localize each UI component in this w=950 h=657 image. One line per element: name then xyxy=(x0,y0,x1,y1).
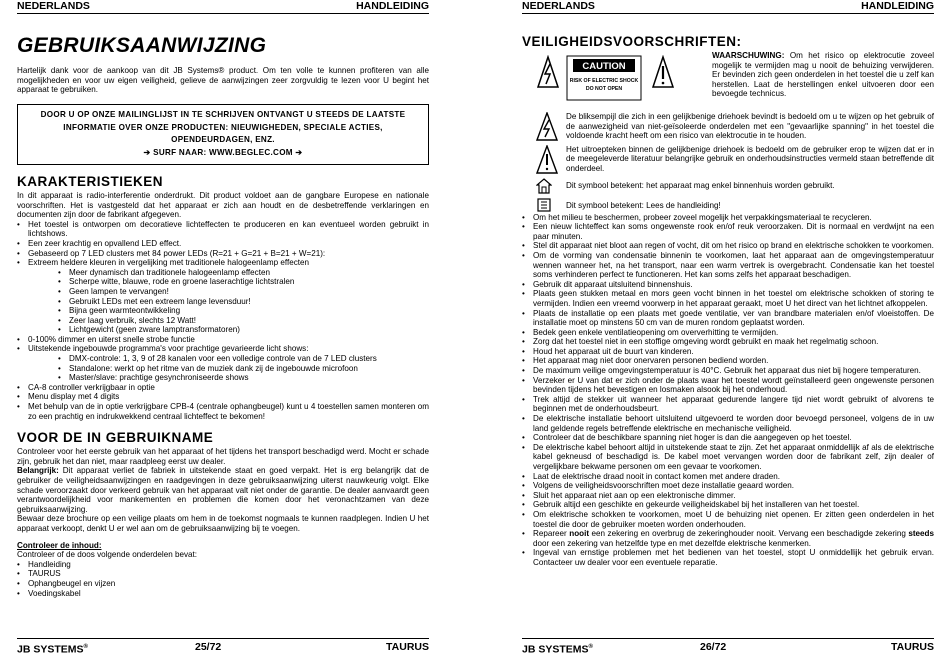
fuse-emphasis-always: steeds xyxy=(908,529,934,539)
section-heading-before-use: VOOR DE IN GEBRUIKNAME xyxy=(17,430,214,446)
manual-text: Dit symbool betekent: Lees de handleiding! xyxy=(566,200,721,210)
list-item: • Bedek geen enkele ventilatieopening om oververhitting te vermijden. xyxy=(522,328,934,338)
list-item: • Het toestel is ontworpen om decoratieve lichteffecten te produceren en kan eventueel worden gebruikt in lichtshows. xyxy=(17,220,429,239)
page-header xyxy=(17,0,429,14)
list-item: • Voedingskabel xyxy=(17,589,429,599)
features-list xyxy=(17,220,429,268)
list-item: • Gebruik dit apparaat uitsluitend binnenshuis. xyxy=(522,280,934,290)
mailing-list-box xyxy=(17,104,429,165)
list-item: • CA-8 controller verkrijgbaar in optie xyxy=(17,383,429,393)
registered-mark: ® xyxy=(83,644,88,650)
list-item: • Master/slave: prachtige gesynchroniseerde shows xyxy=(17,373,429,383)
features-sublist xyxy=(17,354,429,383)
page-footer xyxy=(522,638,934,656)
caution-graphic xyxy=(536,55,676,105)
lightning-explanation xyxy=(522,112,934,141)
list-item: • Verzeker er U van dat er zich onder de plaats waar het toestel wordt geïnstalleerd geen ongewenste personen bevinden tijdens het bevestigen en losmaken alsook bij het onderhoud. xyxy=(522,376,934,395)
list-item: • Gebruikt LEDs met een extreem lange levensduur! xyxy=(17,297,429,307)
list-item: • Volgens de veiligheidsvoorschriften moet deze installatie geaard worden. xyxy=(522,481,934,491)
list-item: • Controleer dat de beschikbare spanning niet hoger is dan die aangegeven op het toestel. xyxy=(522,433,934,443)
important-paragraph xyxy=(17,466,429,514)
house-icon xyxy=(536,178,552,197)
list-item: • Geen lampen te vervangen! xyxy=(17,287,429,297)
section-heading-features: KARAKTERISTIEKEN xyxy=(17,173,164,189)
warning-triangle-icon xyxy=(538,57,558,87)
page-footer xyxy=(17,638,429,656)
list-item: • Een nieuw lichteffect kan soms ongewenste rook en/of reuk veroorzaken. Dit is normaal en verdwijnt na een paar minuten. xyxy=(522,222,934,241)
contents-list xyxy=(17,560,429,598)
features-sublist xyxy=(17,268,429,335)
header-doc-type: HANDLEIDING xyxy=(356,0,429,12)
list-item: • Gebaseerd op 7 LED clusters met 84 power LEDs (R=21 + G=21 + B=21 + W=21): xyxy=(17,249,429,259)
list-item: • De elektrische installatie behoort uitsluitend uitgevoerd te worden door bevoegd personeel, volgens de in uw land geldende regels betreffende elektrische en mechanische veiligheid. xyxy=(522,414,934,433)
features-intro: In dit apparaat is radio-interferentie onderdrukt. Dit product voldoet aan de gangbare Europese en nationale voorschriften. Het is vastgesteld dat het apparaat er zich aan houdt en de desbetreffende verklaringen en documenten zijn door de fabrikant afgegeven. xyxy=(17,190,429,220)
safety-rules-list xyxy=(522,213,934,568)
list-item: • Gebruik altijd een geschikte en gekeurde veiligheidskabel bij het installeren van het toestel. xyxy=(522,500,934,510)
list-item: • Trek altijd de stekker uit wanneer het apparaat gedurende langere tijd niet wordt gebruikt of alvorens te beginnen met de onderhoudsbeurt. xyxy=(522,395,934,414)
manual-symbol-row xyxy=(522,198,934,213)
list-item: • Lichtgewicht (geen zware lamptransformatoren) xyxy=(17,325,429,335)
footer-brand xyxy=(522,640,593,657)
header-language: NEDERLANDS xyxy=(522,0,595,12)
brand-name: JB SYSTEMS xyxy=(522,643,589,656)
page-header xyxy=(522,0,934,14)
list-item: • Plaats geen stukken metaal en mors geen vocht binnen in het toestel om elektrische schokken of storing te vermijden. Indien een vreemd voorwerp in het apparaat geraakt, moet U het direct van het lichtnet afkoppelen. xyxy=(522,289,934,308)
list-item: • Ingeval van ernstige problemen met het bedienen van het toestel, stopt U onmiddellijk het gebruik ervan. Contacteer uw dealer voor een eventuele reparatie. xyxy=(522,548,934,567)
list-item: • DMX-controle: 1, 3, 9 of 28 kanalen voor een volledige controle van de 7 LED clusters xyxy=(17,354,429,364)
list-item: • Laat de elektrische draad nooit in contact komen met andere draden. xyxy=(522,472,934,482)
list-item: • Sluit het apparaat niet aan op een elektronische dimmer. xyxy=(522,491,934,501)
lightning-bolt-icon xyxy=(545,64,550,84)
footer-brand xyxy=(17,640,88,657)
footer-model: TAURUS xyxy=(386,641,429,653)
list-item: • Bijna geen warmteontwikkeling xyxy=(17,306,429,316)
exclamation-text: Het uitroepteken binnen de gelijkbenige driehoek is bedoeld om de gebruiker erop te wijzen dat er in de meegeleverde literatuur belangrijke gebruik en onderhoudsinstructies vermeld staan betreffende dit onderdeel. xyxy=(566,144,934,173)
list-item: • 0-100% dimmer en uiterst snelle strobe functie xyxy=(17,335,429,345)
registered-mark: ® xyxy=(588,644,593,650)
page-right xyxy=(522,0,934,654)
list-item: • Om de vorming van condensatie binnenin te voorkomen, laat het apparaat aan de omgevingstemperatuur wennen wanneer het, na het transport, naar een warm vertrek is overgebracht. Condensatie kan het toestel soms verhinderen perfect te functioneren. Het kan soms zelfs het apparaat beschadigen. xyxy=(522,251,934,280)
lightning-triangle-icon xyxy=(536,112,558,145)
list-item: • Het apparaat mag niet door onervaren personen bediend worden. xyxy=(522,356,934,366)
list-item: • Zorg dat het toestel niet in een stoffige omgeving wordt gebruikt en maak het regelmatig schoon. xyxy=(522,337,934,347)
list-item: • Om het milieu te beschermen, probeer zoveel mogelijk het verpakkingsmateriaal te recycleren. xyxy=(522,213,934,223)
lightning-text: De bliksempijl die zich in een gelijkbenige driehoek bevindt is bedoeld om u te wijzen op het gebruik of de aanwezigheid van niet-geïsoleerde onderdelen met een "gevaarlijke spanning" in het toestel die voldoende kracht heeft om een risico van elektrocutie in te houden. xyxy=(566,112,934,141)
list-item: • Stel dit apparaat niet bloot aan regen of vocht, dit om het risico op brand en elektrische schokken te voorkomen. xyxy=(522,241,934,251)
intro-paragraph: Hartelijk dank voor de aankoop van dit JB Systems® product. Om ten volle te kunnen profiteren van alle mogelijkheden en voor uw eigen veiligheid, gelieve de aanwijzingen zeer zorgvuldig te lezen voor U begint het apparaat te gebruiken. xyxy=(17,66,429,95)
list-item: • De elektrische kabel behoort altijd in uitstekende staat te zijn. Zet het apparaat onmiddellijk af als de elektrische kabel gekneusd of beschadigd is. De kabel moet vervangen worden door de fabrikant zelf, zijn dealer of vergelijkbare bekwame personen om een gevaar te voorkomen. xyxy=(522,443,934,472)
list-item: • Standalone: werkt op het ritme van de muziek dank zij de ingebouwde microfoon xyxy=(17,364,429,374)
warning-block xyxy=(522,51,934,108)
page-number: 25/72 xyxy=(195,641,222,653)
caution-title: CAUTION xyxy=(582,61,626,72)
page-left xyxy=(17,0,429,654)
list-item: • Scherpe witte, blauwe, rode en groene laserachtige lichtstralen xyxy=(17,277,429,287)
warning-label: WAARSCHUWING: xyxy=(712,51,785,60)
list-item: • Een zeer krachtig en opvallend LED effect. xyxy=(17,239,429,249)
mailing-list-text: DOOR U OP ONZE MAILINGLIJST IN TE SCHRIJVEN ONTVANGT U STEEDS DE LAATSTE INFORMATIE OVER ONZE PRODUCTEN: NIEUWIGHEDEN, SPECIALE ACTIES, OPENDEURDAGEN, ENZ. xyxy=(40,109,406,145)
important-label: Belangrijk: xyxy=(17,466,59,476)
page-content xyxy=(17,14,429,598)
caution-label-graphic xyxy=(536,55,676,105)
caution-line-2: DO NOT OPEN xyxy=(585,86,623,92)
list-item: • Met behulp van de in optie verkrijgbare CPB-4 (centrale ophangbeugel) kunt u 4 toestellen samen monteren om zo een prachtig en indrukwekkend centraal lichteffect te bekomen! xyxy=(17,402,429,421)
list-item: • Houd het apparaat uit de buurt van kinderen. xyxy=(522,347,934,357)
exclamation-triangle-icon xyxy=(536,145,558,178)
fuse-emphasis-never: nooit xyxy=(569,529,590,539)
list-item xyxy=(522,529,934,548)
list-item: • Extreem heldere kleuren in vergelijking met traditionele halogeenlamp effecten xyxy=(17,258,429,268)
features-list xyxy=(17,383,429,421)
list-item: • Meer dynamisch dan traditionele halogeenlamp effecten xyxy=(17,268,429,278)
page-content xyxy=(522,14,934,568)
fuse-text-2: een zekering en overbrug de zekeringhouder nooit. Vervang een beschadigde zekering xyxy=(589,529,909,539)
list-item: • Menu display met 4 digits xyxy=(17,392,429,402)
warning-text xyxy=(712,51,934,99)
features-list xyxy=(17,335,429,354)
fuse-text-1: Repareer xyxy=(533,529,570,539)
website-link[interactable]: ➔ SURF NAAR: WWW.BEGLEC.COM ➔ xyxy=(143,148,303,158)
contents-heading: Controleer de inhoud: xyxy=(17,540,102,550)
indoor-text: Dit symbool betekent: het apparaat mag enkel binnenhuis worden gebruikt. xyxy=(566,180,835,190)
list-item: • Plaats de installatie op een plaats met goede ventilatie, ver van brandbare materialen en/of vloeistoffen. De installatie moet op minstens 50 cm van de muren rondom geplaatst worden. xyxy=(522,309,934,328)
list-item: • TAURUS xyxy=(17,569,429,579)
list-item: • Om elektrische schokken te voorkomen, moet U de behuizing niet openen. Er zitten geen onderdelen in het toestel die door de gebruiker moeten worden onderhouden. xyxy=(522,510,934,529)
fuse-text-3: door een zekering van hetzelfde type en met dezelfde elektrische kenmerken. xyxy=(533,538,812,548)
keep-manual-paragraph: Bewaar deze brochure op een veilige plaats om hem in de toekomst nogmaals te kunnen raadplegen. Indien U het apparaat verkoopt, denkt U er wel aan om de gebruiksaanwijzing bij te voegen. xyxy=(17,514,429,533)
list-item: • Zeer laag verbruik, slechts 12 Watt! xyxy=(17,316,429,326)
footer-model: TAURUS xyxy=(891,641,934,653)
exclamation-explanation xyxy=(522,145,934,174)
list-item: • De maximum veilige omgevingstemperatuur is 40°C. Gebruik het apparaat dus niet bij hogere temperaturen. xyxy=(522,366,934,376)
important-text: Dit apparaat verliet de fabriek in uitstekende staat en goed verpakt. Het is erg belangrijk dat de gebruiker de veiligheidsaanwijzingen en raadgevingen in deze gebruiksaanwijzing uiterst nauwkeurig volgt. Elke schade veroorzaakt door verkeerd gebruik van het apparaat valt niet onder de garantie. De dealer aanvaardt geen verantwoordelijkheid voor mankementen en problemen die komen door het veronachtzamen van deze gebruiksaanwijzing. xyxy=(17,466,429,514)
warning-body: Om het risico op elektrocutie zoveel mogelijk te vermijden mag u nooit de behuizing verwijderen. Er bevinden zich geen onderdelen in het toestel die u zelf kan herstellen. Laat de herstellingen enkel uitvoeren door een bevoegde technicus. xyxy=(712,51,934,99)
header-doc-type: HANDLEIDING xyxy=(861,0,934,12)
caution-line-1: RISK OF ELECTRIC SHOCK xyxy=(569,78,639,84)
contents-intro: Controleer of de doos volgende onderdelen bevat: xyxy=(17,550,197,560)
list-item: • Handleiding xyxy=(17,560,429,570)
before-use-paragraph: Controleer voor het eerste gebruik van het apparaat of het tijdens het transport beschadigd werd. Mocht er schade zijn, gebruik het dan niet, maar raadpleeg eerst uw dealer. xyxy=(17,447,429,466)
page-number: 26/72 xyxy=(700,641,727,653)
indoor-symbol-row xyxy=(522,178,934,194)
page-title: GEBRUIKSAANWIJZING xyxy=(17,34,267,57)
header-language: NEDERLANDS xyxy=(17,0,90,12)
list-item: • Uitstekende ingebouwde programma's voor prachtige gevarieerde licht shows: xyxy=(17,344,429,354)
list-item: • Ophangbeugel en vijzen xyxy=(17,579,429,589)
brand-name: JB SYSTEMS xyxy=(17,643,84,656)
section-heading-safety: VEILIGHEIDSVOORSCHRIFTEN: xyxy=(522,34,742,49)
